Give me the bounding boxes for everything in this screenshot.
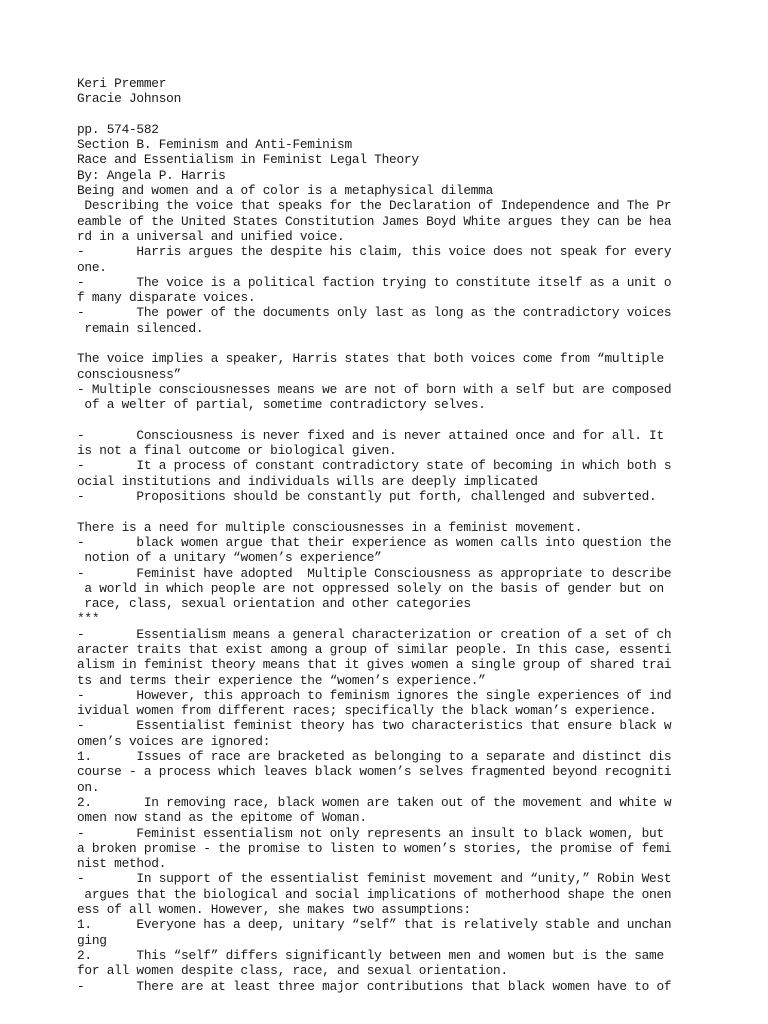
document-line: notion of a unitary “women’s experience” xyxy=(77,550,382,566)
document-line: ess of all women. However, she makes two assumptions: xyxy=(77,902,471,918)
document-line xyxy=(77,504,757,519)
document-line: one. xyxy=(77,259,107,275)
document-line: 1. Issues of race are bracketed as belonging to a separate and distinct dis xyxy=(77,749,672,765)
document-line: ividual women from different races; specifically the black woman’s experience. xyxy=(77,703,657,719)
document-line xyxy=(77,107,757,122)
document-line: Keri Premmer xyxy=(77,76,167,91)
document-line: - Essentialism means a general characterization or creation of a set of ch xyxy=(77,626,672,642)
document-line: - Feminist have adopted Multiple Consciousness as appropriate to describe xyxy=(77,565,672,581)
document-line: for all women despite class, race, and sexual orientation. xyxy=(77,963,508,979)
document-line: - The voice is a political faction trying to constitute itself as a unit o xyxy=(77,274,672,290)
document-line: argues that the biological and social implications of motherhood shape the onen xyxy=(77,886,672,902)
document-line: omen’s voices are ignored: xyxy=(77,733,271,749)
document-line: Section B. Feminism and Anti-Feminism xyxy=(77,137,352,153)
document-line: There is a need for multiple consciousnesses in a feminist movement. xyxy=(77,519,583,535)
document-line: - Essentialist feminist theory has two characteristics that ensure black w xyxy=(77,718,672,734)
document-line: remain silenced. xyxy=(77,320,204,336)
document-line: - Consciousness is never fixed and is never attained once and for all. It xyxy=(77,427,664,443)
document-line: a world in which people are not oppressed solely on the basis of gender but on xyxy=(77,580,664,596)
document-line: rd in a universal and unified voice. xyxy=(77,228,345,244)
document-line: f many disparate voices. xyxy=(77,290,256,306)
document-line: Gracie Johnson xyxy=(77,91,182,107)
document-line: - Harris argues the despite his claim, this voice does not speak for every xyxy=(77,244,672,260)
document-line: course - a process which leaves black women’s selves fragmented beyond recogniti xyxy=(77,764,672,780)
document-line: 1. Everyone has a deep, unitary “self” that is relatively stable and unchan xyxy=(77,917,672,933)
document-line: pp. 574-582 xyxy=(77,121,159,137)
document-line: race, class, sexual orientation and other categories xyxy=(77,596,471,612)
document-line: - black women argue that their experience as women calls into question the xyxy=(77,534,672,550)
document-line: Being and women and a of color is a metaphysical dilemma xyxy=(77,183,494,199)
document-line: alism in feminist theory means that it gives women a single group of shared trai xyxy=(77,657,672,673)
document-line: is not a final outcome or biological given. xyxy=(77,443,397,459)
document-line: - Propositions should be constantly put forth, challenged and subverted. xyxy=(77,489,657,505)
document-line: Race and Essentialism in Feminist Legal Theory xyxy=(77,152,419,168)
document-line xyxy=(77,413,757,428)
document-line: Describing the voice that speaks for the Declaration of Independence and The Pr xyxy=(77,198,672,214)
document-line: - Feminist essentialism not only represents an insult to black women, but xyxy=(77,825,664,841)
document-line: on. xyxy=(77,779,100,795)
document-line: 2. This “self” differs significantly between men and women but is the same xyxy=(77,947,664,963)
document-line: - In support of the essentialist feminist movement and “unity,” Robin West xyxy=(77,871,672,887)
document-body xyxy=(77,76,757,994)
document-line: eamble of the United States Constitution James Boyd White argues they can be hea xyxy=(77,213,672,229)
document-line: - However, this approach to feminism ignores the single experiences of ind xyxy=(77,687,672,703)
document-line: 2. In removing race, black women are taken out of the movement and white w xyxy=(77,794,672,810)
document-line: of a welter of partial, sometime contradictory selves. xyxy=(77,397,486,413)
document-line: omen now stand as the epitome of Woman. xyxy=(77,810,367,826)
document-line: ocial institutions and individuals wills are deeply implicated xyxy=(77,473,538,489)
document-line: - There are at least three major contributions that black women have to of xyxy=(77,978,672,994)
document-line xyxy=(77,336,757,351)
document-line: consciousness” xyxy=(77,366,182,382)
document-line: a broken promise - the promise to listen to women’s stories, the promise of femi xyxy=(77,840,672,856)
document-line: ts and terms their experience the “women’s experience.” xyxy=(77,672,486,688)
document-line: - Multiple consciousnesses means we are not of born with a self but are composed xyxy=(77,381,672,397)
document-line: ging xyxy=(77,932,107,948)
document-line: - The power of the documents only last as long as the contradictory voices xyxy=(77,305,672,321)
document-line: The voice implies a speaker, Harris states that both voices come from “multiple xyxy=(77,351,664,367)
document-line: aracter traits that exist among a group of similar people. In this case, essenti xyxy=(77,641,672,657)
document-line: nist method. xyxy=(77,856,167,872)
document-line: - It a process of constant contradictory state of becoming in which both s xyxy=(77,458,672,474)
document-line: By: Angela P. Harris xyxy=(77,167,226,183)
document-line: *** xyxy=(77,611,100,627)
